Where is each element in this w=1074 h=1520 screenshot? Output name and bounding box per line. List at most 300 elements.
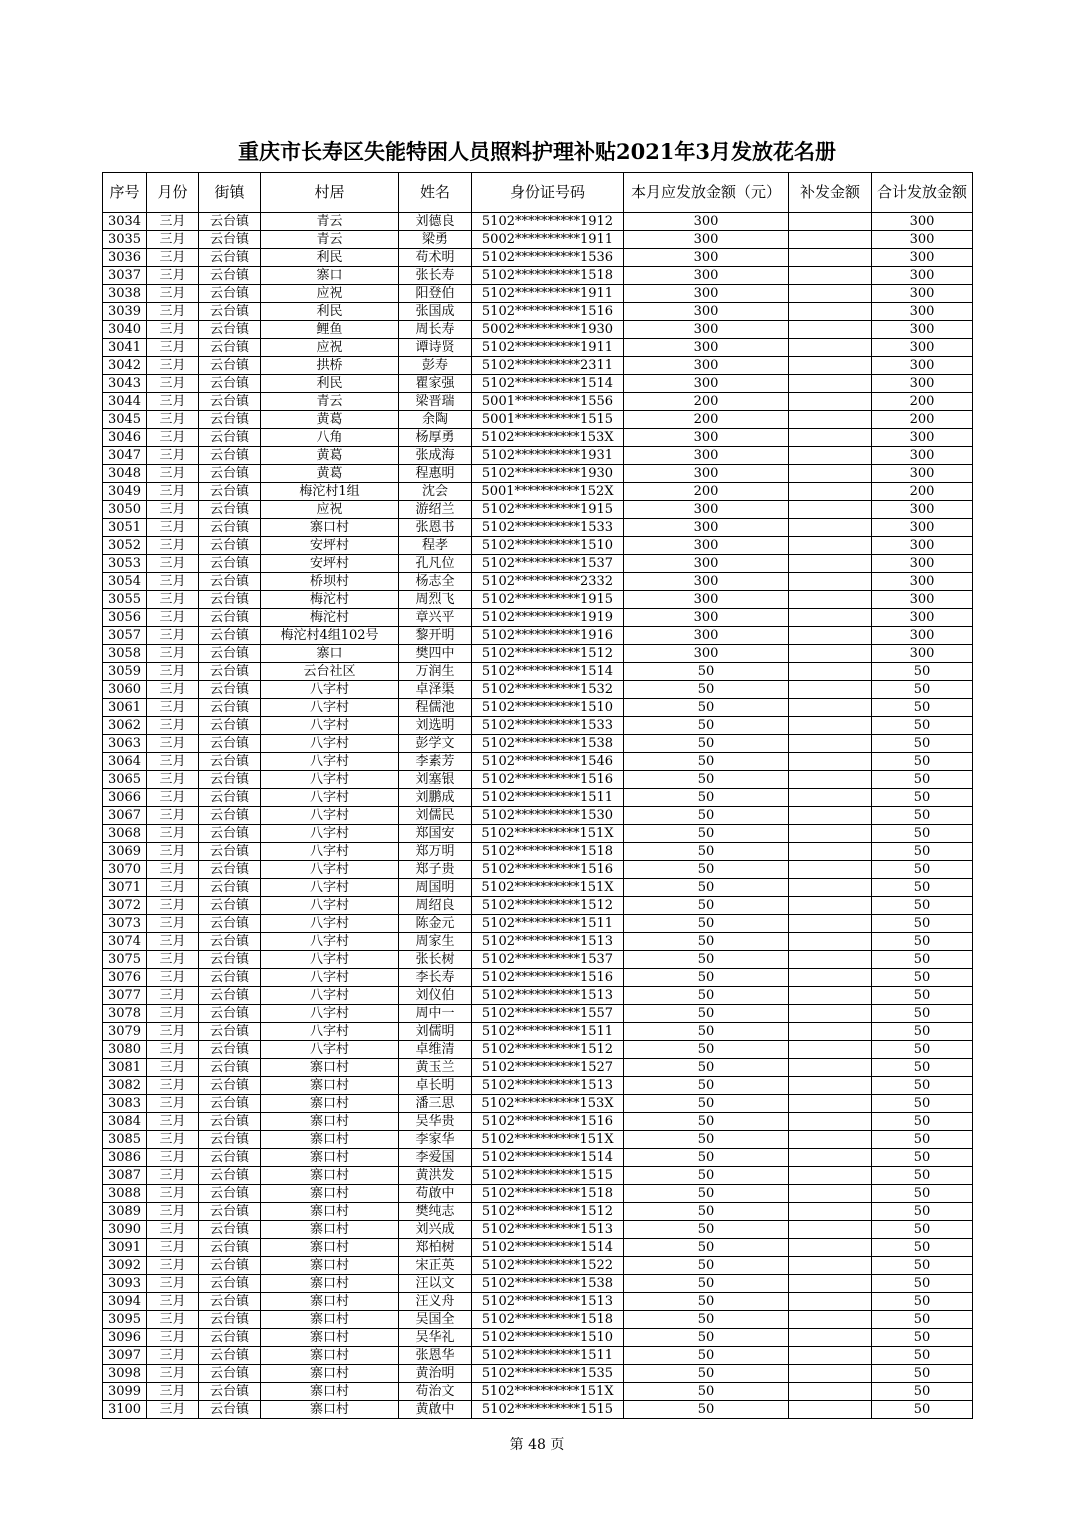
cell-village: 寨口村: [261, 1203, 399, 1221]
cell-amount-due: 50: [624, 1221, 789, 1239]
cell-name: 阳登伯: [399, 285, 472, 303]
cell-id-number: 5102**********1513: [472, 987, 624, 1005]
table-row: [103, 771, 973, 789]
cell-supplement: [789, 591, 872, 609]
cell-amount-due: 50: [624, 735, 789, 753]
cell-index: 3088: [103, 1185, 147, 1203]
cell-amount-due: 300: [624, 357, 789, 375]
cell-village: 黄葛: [261, 465, 399, 483]
cell-index: 3036: [103, 249, 147, 267]
table-row: [103, 1023, 973, 1041]
cell-amount-due: 300: [624, 339, 789, 357]
cell-amount-due: 200: [624, 393, 789, 411]
cell-index: 3098: [103, 1365, 147, 1383]
cell-supplement: [789, 1275, 872, 1293]
cell-town: 云台镇: [199, 1239, 261, 1257]
cell-town: 云台镇: [199, 1041, 261, 1059]
cell-total: 50: [872, 1131, 973, 1149]
table-row: [103, 1257, 973, 1275]
cell-month: 三月: [147, 825, 199, 843]
cell-amount-due: 300: [624, 591, 789, 609]
cell-amount-due: 200: [624, 411, 789, 429]
cell-total: 50: [872, 699, 973, 717]
cell-month: 三月: [147, 213, 199, 231]
cell-month: 三月: [147, 231, 199, 249]
cell-id-number: 5102**********1518: [472, 843, 624, 861]
cell-supplement: [789, 483, 872, 501]
cell-id-number: 5102**********151X: [472, 825, 624, 843]
cell-index: 3039: [103, 303, 147, 321]
cell-supplement: [789, 1149, 872, 1167]
cell-index: 3067: [103, 807, 147, 825]
cell-name: 汪义舟: [399, 1293, 472, 1311]
cell-supplement: [789, 231, 872, 249]
table-row: [103, 321, 973, 339]
cell-index: 3096: [103, 1329, 147, 1347]
cell-total: 300: [872, 285, 973, 303]
roster-table: [102, 172, 973, 1419]
cell-index: 3042: [103, 357, 147, 375]
cell-name: 刘儒明: [399, 1023, 472, 1041]
cell-name: 苟啟中: [399, 1185, 472, 1203]
cell-town: 云台镇: [199, 789, 261, 807]
cell-supplement: [789, 1401, 872, 1419]
table-row: [103, 753, 973, 771]
cell-month: 三月: [147, 663, 199, 681]
cell-index: 3076: [103, 969, 147, 987]
cell-total: 300: [872, 573, 973, 591]
cell-name: 李家华: [399, 1131, 472, 1149]
cell-supplement: [789, 519, 872, 537]
cell-name: 周烈飞: [399, 591, 472, 609]
cell-total: 50: [872, 1329, 973, 1347]
cell-month: 三月: [147, 249, 199, 267]
cell-id-number: 5002**********1930: [472, 321, 624, 339]
cell-village: 寨口村: [261, 1221, 399, 1239]
cell-amount-due: 50: [624, 1149, 789, 1167]
cell-village: 寨口村: [261, 1383, 399, 1401]
cell-amount-due: 50: [624, 663, 789, 681]
cell-total: 50: [872, 735, 973, 753]
cell-village: 八字村: [261, 825, 399, 843]
cell-id-number: 5102**********1516: [472, 771, 624, 789]
table-row: [103, 1311, 973, 1329]
cell-index: 3089: [103, 1203, 147, 1221]
cell-id-number: 5001**********152X: [472, 483, 624, 501]
cell-amount-due: 200: [624, 483, 789, 501]
cell-name: 刘仪伯: [399, 987, 472, 1005]
cell-index: 3066: [103, 789, 147, 807]
cell-supplement: [789, 609, 872, 627]
table-row: [103, 1095, 973, 1113]
cell-amount-due: 50: [624, 1005, 789, 1023]
cell-supplement: [789, 789, 872, 807]
cell-name: 郑子贵: [399, 861, 472, 879]
cell-supplement: [789, 843, 872, 861]
cell-total: 50: [872, 987, 973, 1005]
table-row: [103, 861, 973, 879]
cell-total: 50: [872, 1077, 973, 1095]
cell-total: 200: [872, 411, 973, 429]
cell-town: 云台镇: [199, 375, 261, 393]
cell-total: 200: [872, 393, 973, 411]
header-name: 姓名: [399, 173, 472, 213]
cell-id-number: 5102**********1536: [472, 249, 624, 267]
cell-id-number: 5102**********1535: [472, 1365, 624, 1383]
cell-index: 3034: [103, 213, 147, 231]
cell-amount-due: 50: [624, 717, 789, 735]
cell-village: 寨口村: [261, 1275, 399, 1293]
cell-index: 3097: [103, 1347, 147, 1365]
cell-id-number: 5102**********1537: [472, 555, 624, 573]
cell-id-number: 5001**********1515: [472, 411, 624, 429]
cell-amount-due: 50: [624, 825, 789, 843]
table-row: [103, 987, 973, 1005]
cell-month: 三月: [147, 303, 199, 321]
cell-town: 云台镇: [199, 1365, 261, 1383]
cell-name: 刘德良: [399, 213, 472, 231]
cell-id-number: 5102**********1515: [472, 1167, 624, 1185]
header-amount-due: 本月应发放金额（元）: [624, 173, 789, 213]
cell-month: 三月: [147, 591, 199, 609]
cell-index: 3043: [103, 375, 147, 393]
cell-total: 50: [872, 717, 973, 735]
cell-id-number: 5102**********1532: [472, 681, 624, 699]
cell-name: 沈会: [399, 483, 472, 501]
cell-index: 3071: [103, 879, 147, 897]
cell-amount-due: 300: [624, 609, 789, 627]
cell-village: 八字村: [261, 879, 399, 897]
cell-id-number: 5102**********1930: [472, 465, 624, 483]
cell-id-number: 5102**********1512: [472, 645, 624, 663]
cell-village: 梅沱村1组: [261, 483, 399, 501]
cell-amount-due: 300: [624, 213, 789, 231]
cell-month: 三月: [147, 735, 199, 753]
cell-name: 汪以文: [399, 1275, 472, 1293]
cell-name: 黄洪发: [399, 1167, 472, 1185]
cell-supplement: [789, 573, 872, 591]
cell-index: 3038: [103, 285, 147, 303]
cell-id-number: 5102**********151X: [472, 1383, 624, 1401]
cell-town: 云台镇: [199, 771, 261, 789]
cell-supplement: [789, 1131, 872, 1149]
cell-month: 三月: [147, 321, 199, 339]
cell-index: 3035: [103, 231, 147, 249]
cell-total: 50: [872, 969, 973, 987]
cell-total: 300: [872, 555, 973, 573]
cell-month: 三月: [147, 1293, 199, 1311]
cell-town: 云台镇: [199, 627, 261, 645]
cell-amount-due: 50: [624, 915, 789, 933]
cell-id-number: 5001**********1556: [472, 393, 624, 411]
cell-total: 50: [872, 771, 973, 789]
cell-village: 梅沱村: [261, 609, 399, 627]
cell-village: 梅沱村: [261, 591, 399, 609]
cell-amount-due: 50: [624, 987, 789, 1005]
cell-town: 云台镇: [199, 1311, 261, 1329]
cell-amount-due: 50: [624, 969, 789, 987]
cell-town: 云台镇: [199, 393, 261, 411]
cell-village: 青云: [261, 231, 399, 249]
cell-village: 八字村: [261, 789, 399, 807]
cell-village: 八字村: [261, 807, 399, 825]
cell-village: 八字村: [261, 861, 399, 879]
cell-id-number: 5102**********1518: [472, 1311, 624, 1329]
cell-month: 三月: [147, 789, 199, 807]
cell-town: 云台镇: [199, 267, 261, 285]
cell-month: 三月: [147, 987, 199, 1005]
cell-month: 三月: [147, 627, 199, 645]
cell-index: 3085: [103, 1131, 147, 1149]
cell-village: 梅沱村4组102号: [261, 627, 399, 645]
cell-id-number: 5102**********1513: [472, 933, 624, 951]
cell-town: 云台镇: [199, 1383, 261, 1401]
cell-name: 卓维清: [399, 1041, 472, 1059]
cell-id-number: 5102**********1516: [472, 1113, 624, 1131]
cell-amount-due: 300: [624, 537, 789, 555]
cell-amount-due: 50: [624, 1239, 789, 1257]
cell-supplement: [789, 1257, 872, 1275]
cell-month: 三月: [147, 1167, 199, 1185]
cell-name: 张国成: [399, 303, 472, 321]
cell-village: 八字村: [261, 915, 399, 933]
cell-supplement: [789, 987, 872, 1005]
table-row: [103, 501, 973, 519]
cell-village: 应祝: [261, 501, 399, 519]
cell-id-number: 5102**********1538: [472, 735, 624, 753]
cell-name: 张恩华: [399, 1347, 472, 1365]
table-row: [103, 1293, 973, 1311]
cell-town: 云台镇: [199, 1131, 261, 1149]
cell-month: 三月: [147, 285, 199, 303]
table-row: [103, 465, 973, 483]
cell-total: 300: [872, 609, 973, 627]
cell-amount-due: 50: [624, 789, 789, 807]
cell-amount-due: 300: [624, 375, 789, 393]
cell-total: 50: [872, 1203, 973, 1221]
cell-index: 3100: [103, 1401, 147, 1419]
table-row: [103, 627, 973, 645]
cell-month: 三月: [147, 807, 199, 825]
cell-month: 三月: [147, 681, 199, 699]
cell-village: 八字村: [261, 717, 399, 735]
cell-supplement: [789, 537, 872, 555]
cell-index: 3054: [103, 573, 147, 591]
cell-name: 周长寿: [399, 321, 472, 339]
cell-town: 云台镇: [199, 465, 261, 483]
cell-id-number: 5102**********1512: [472, 897, 624, 915]
cell-name: 刘选明: [399, 717, 472, 735]
cell-name: 黄玉兰: [399, 1059, 472, 1077]
cell-total: 300: [872, 591, 973, 609]
cell-town: 云台镇: [199, 1401, 261, 1419]
cell-month: 三月: [147, 915, 199, 933]
cell-index: 3092: [103, 1257, 147, 1275]
cell-name: 余陶: [399, 411, 472, 429]
cell-month: 三月: [147, 393, 199, 411]
cell-amount-due: 50: [624, 753, 789, 771]
cell-amount-due: 50: [624, 843, 789, 861]
table-row: [103, 645, 973, 663]
cell-supplement: [789, 555, 872, 573]
cell-total: 50: [872, 1041, 973, 1059]
cell-amount-due: 50: [624, 681, 789, 699]
cell-index: 3049: [103, 483, 147, 501]
cell-month: 三月: [147, 519, 199, 537]
cell-supplement: [789, 717, 872, 735]
cell-town: 云台镇: [199, 933, 261, 951]
cell-total: 50: [872, 915, 973, 933]
table-row: [103, 897, 973, 915]
cell-index: 3087: [103, 1167, 147, 1185]
cell-month: 三月: [147, 843, 199, 861]
cell-month: 三月: [147, 1347, 199, 1365]
cell-amount-due: 300: [624, 321, 789, 339]
cell-name: 张长树: [399, 951, 472, 969]
cell-supplement: [789, 357, 872, 375]
cell-supplement: [789, 447, 872, 465]
cell-village: 八字村: [261, 951, 399, 969]
table-row: [103, 537, 973, 555]
cell-name: 吴华礼: [399, 1329, 472, 1347]
cell-town: 云台镇: [199, 519, 261, 537]
cell-amount-due: 300: [624, 555, 789, 573]
cell-id-number: 5102**********1522: [472, 1257, 624, 1275]
table-row: [103, 249, 973, 267]
cell-name: 张恩书: [399, 519, 472, 537]
cell-village: 黄葛: [261, 447, 399, 465]
cell-village: 云台社区: [261, 663, 399, 681]
cell-month: 三月: [147, 573, 199, 591]
cell-month: 三月: [147, 1041, 199, 1059]
cell-town: 云台镇: [199, 357, 261, 375]
header-supplement: 补发金额: [789, 173, 872, 213]
cell-supplement: [789, 897, 872, 915]
table-row: [103, 1365, 973, 1383]
cell-supplement: [789, 1221, 872, 1239]
cell-supplement: [789, 861, 872, 879]
cell-index: 3056: [103, 609, 147, 627]
table-row: [103, 735, 973, 753]
cell-month: 三月: [147, 357, 199, 375]
cell-total: 50: [872, 1347, 973, 1365]
table-row: [103, 1131, 973, 1149]
cell-id-number: 5102**********1912: [472, 213, 624, 231]
cell-supplement: [789, 429, 872, 447]
cell-town: 云台镇: [199, 1095, 261, 1113]
table-row: [103, 1347, 973, 1365]
header-id-number: 身份证号码: [472, 173, 624, 213]
cell-id-number: 5102**********1514: [472, 663, 624, 681]
table-row: [103, 285, 973, 303]
cell-name: 卓泽渠: [399, 681, 472, 699]
cell-id-number: 5102**********1538: [472, 1275, 624, 1293]
cell-id-number: 5102**********1512: [472, 1203, 624, 1221]
cell-total: 50: [872, 1311, 973, 1329]
cell-id-number: 5102**********1915: [472, 591, 624, 609]
cell-amount-due: 50: [624, 1383, 789, 1401]
cell-town: 云台镇: [199, 609, 261, 627]
cell-total: 300: [872, 303, 973, 321]
cell-id-number: 5102**********1530: [472, 807, 624, 825]
cell-town: 云台镇: [199, 1275, 261, 1293]
cell-id-number: 5002**********1911: [472, 231, 624, 249]
cell-id-number: 5102**********1516: [472, 969, 624, 987]
cell-amount-due: 300: [624, 249, 789, 267]
cell-name: 孔凡位: [399, 555, 472, 573]
cell-name: 李爱国: [399, 1149, 472, 1167]
cell-total: 50: [872, 897, 973, 915]
cell-total: 50: [872, 1383, 973, 1401]
cell-total: 50: [872, 879, 973, 897]
cell-index: 3083: [103, 1095, 147, 1113]
cell-supplement: [789, 249, 872, 267]
cell-village: 八字村: [261, 681, 399, 699]
table-row: [103, 879, 973, 897]
cell-name: 章兴平: [399, 609, 472, 627]
cell-id-number: 5102**********1911: [472, 339, 624, 357]
cell-amount-due: 50: [624, 1041, 789, 1059]
cell-amount-due: 50: [624, 1185, 789, 1203]
table-row: [103, 1329, 973, 1347]
table-row: [103, 555, 973, 573]
cell-id-number: 5102**********1511: [472, 915, 624, 933]
cell-town: 云台镇: [199, 879, 261, 897]
cell-month: 三月: [147, 699, 199, 717]
cell-amount-due: 50: [624, 879, 789, 897]
cell-name: 李长寿: [399, 969, 472, 987]
cell-supplement: [789, 1095, 872, 1113]
cell-total: 50: [872, 753, 973, 771]
cell-id-number: 5102**********1516: [472, 303, 624, 321]
cell-supplement: [789, 1365, 872, 1383]
cell-amount-due: 50: [624, 1275, 789, 1293]
cell-village: 安坪村: [261, 555, 399, 573]
cell-index: 3082: [103, 1077, 147, 1095]
cell-total: 300: [872, 231, 973, 249]
cell-town: 云台镇: [199, 573, 261, 591]
cell-amount-due: 300: [624, 267, 789, 285]
cell-total: 50: [872, 1401, 973, 1419]
cell-amount-due: 50: [624, 1401, 789, 1419]
cell-supplement: [789, 1383, 872, 1401]
cell-total: 50: [872, 789, 973, 807]
cell-name: 陈金元: [399, 915, 472, 933]
cell-supplement: [789, 1059, 872, 1077]
cell-name: 刘兴成: [399, 1221, 472, 1239]
cell-id-number: 5102**********1512: [472, 1041, 624, 1059]
cell-id-number: 5102**********2332: [472, 573, 624, 591]
cell-town: 云台镇: [199, 969, 261, 987]
cell-amount-due: 50: [624, 861, 789, 879]
cell-total: 300: [872, 447, 973, 465]
cell-town: 云台镇: [199, 447, 261, 465]
cell-total: 300: [872, 339, 973, 357]
cell-name: 潘三思: [399, 1095, 472, 1113]
cell-index: 3069: [103, 843, 147, 861]
cell-village: 寨口村: [261, 1095, 399, 1113]
cell-name: 黄治明: [399, 1365, 472, 1383]
cell-supplement: [789, 735, 872, 753]
cell-index: 3079: [103, 1023, 147, 1041]
cell-index: 3040: [103, 321, 147, 339]
cell-village: 寨口村: [261, 1293, 399, 1311]
cell-name: 黎开明: [399, 627, 472, 645]
cell-amount-due: 300: [624, 465, 789, 483]
cell-id-number: 5102**********1518: [472, 1185, 624, 1203]
header-total: 合计发放金额: [872, 173, 973, 213]
cell-supplement: [789, 1077, 872, 1095]
